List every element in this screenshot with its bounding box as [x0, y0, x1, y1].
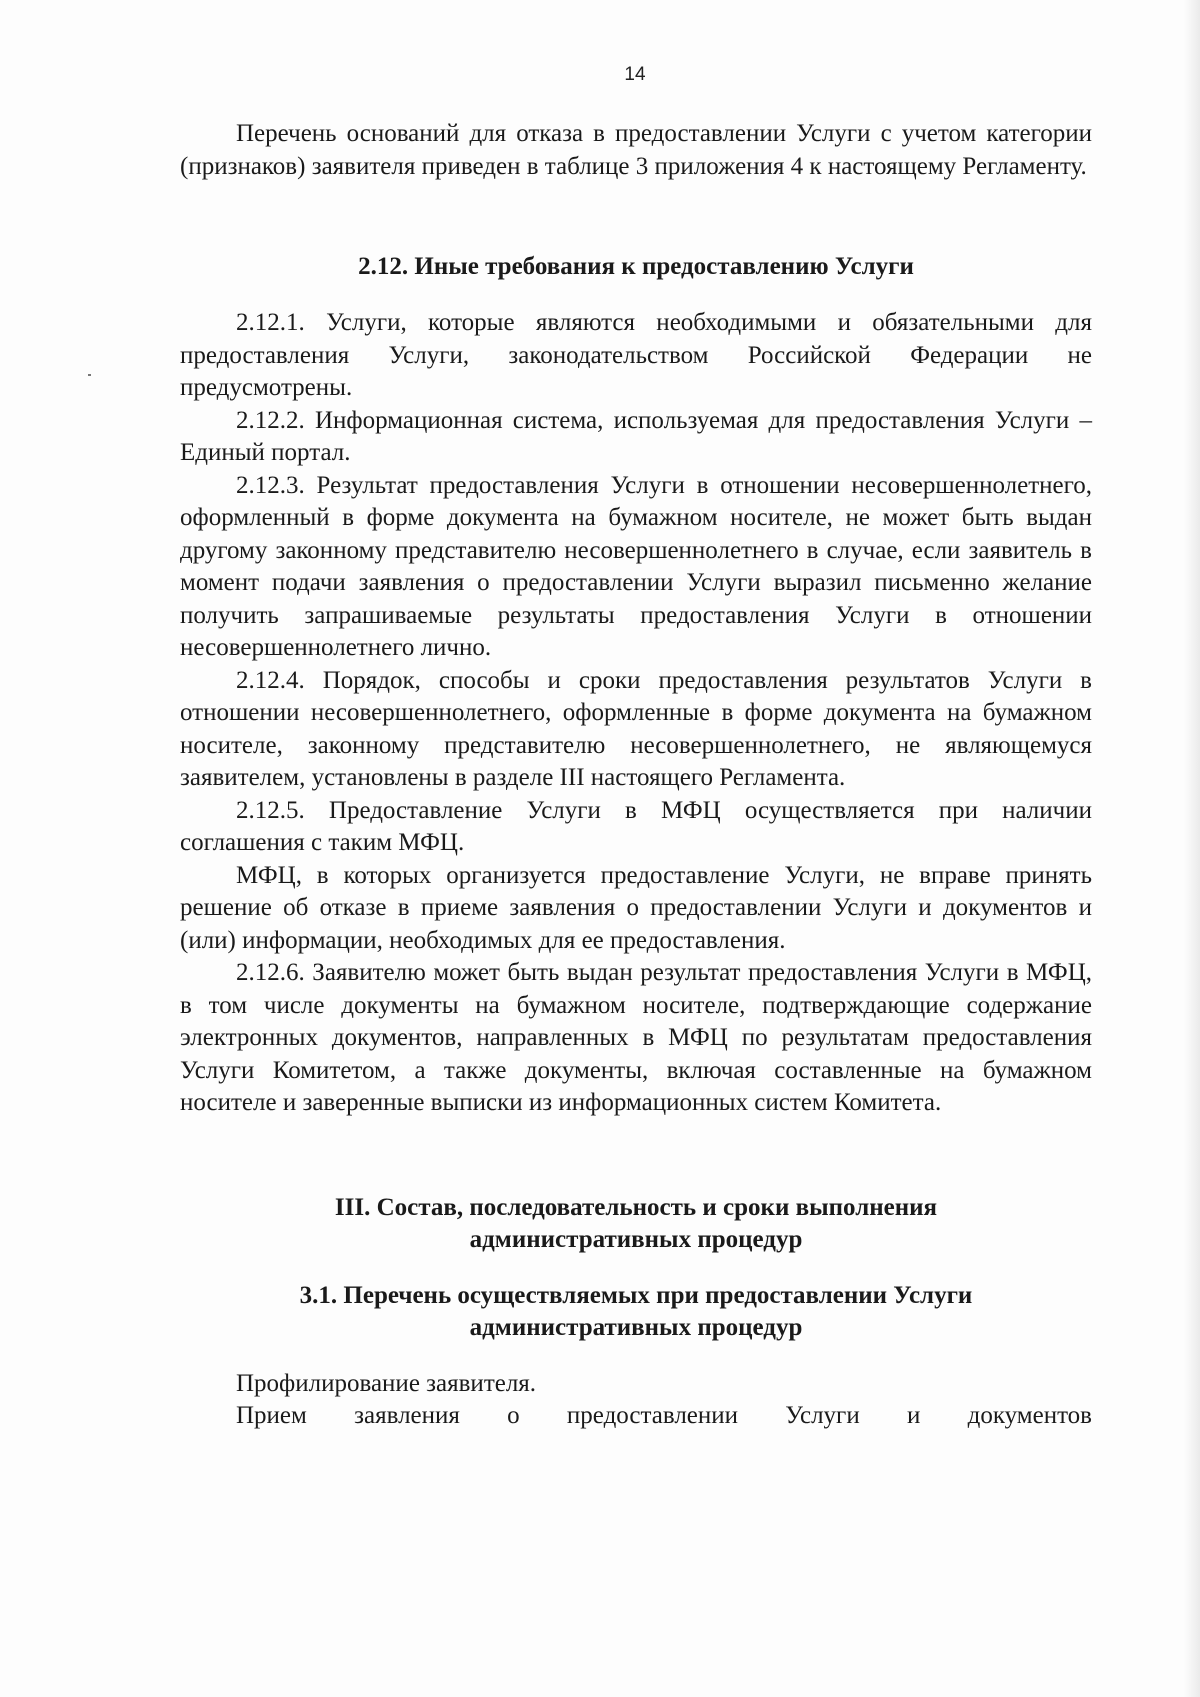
section-3-1-heading [180, 1280, 1092, 1344]
section-3-heading [180, 1192, 1092, 1256]
intro-paragraph: Перечень оснований для отказа в предоставлении Услуги с учетом категории (признаков) заявителя приведен в таблице 3 приложения 4 к настоящему Регламенту. [180, 120, 1092, 180]
document-body [180, 118, 1092, 1433]
page-number: 14 [624, 64, 646, 85]
paragraph-2-12-2: 2.12.2. Информационная система, используемая для предоставления Услуги – Единый портал. [180, 406, 1092, 466]
procedure-item: Профилирование заявителя. [236, 1369, 537, 1397]
scan-edge [1184, 0, 1200, 1697]
section-3-heading-line1: III. Состав, последовательность и сроки выполнения [334, 1193, 938, 1221]
paragraph-2-12-4: 2.12.4. Порядок, способы и сроки предоставления результатов Услуги в отношении несовершеннолетнего, оформленные в форме документа на бумажном носителе, законному представителю несовершеннолетнего, не являющемуся заявителем, установлены в разделе III настоящего Регламента. [180, 666, 1092, 791]
paragraph-2-12-1: 2.12.1. Услуги, которые являются необходимыми и обязательными для предоставления Услуги, законодательством Российской Федерации не предусмотрены. [180, 309, 1092, 401]
section-3-1-heading-line2: административных процедур [469, 1313, 803, 1341]
scan-mark [88, 374, 91, 376]
paragraph-2-12-3: 2.12.3. Результат предоставления Услуги в отношении несовершеннолетнего, оформленный в форме документа на бумажном носителе, не может быть выдан другому законному представителю несовершеннолетнего в случае, если заявитель в момент подачи заявления о предоставлении Услуги выразил письменно желание получить запрашиваемые результаты предоставления Услуги в отношении несовершеннолетнего лично. [180, 471, 1092, 661]
paragraph-2-12-5: 2.12.5. Предоставление Услуги в МФЦ осуществляется при наличии соглашения с таким МФЦ. [180, 796, 1092, 856]
paragraph-mfc: МФЦ, в которых организуется предоставление Услуги, не вправе принять решение об отказе в приеме заявления о предоставлении Услуги и документов и (или) информации, необходимых для ее предоставления. [180, 861, 1092, 954]
section-3-heading-line2: административных процедур [469, 1225, 803, 1253]
paragraph-2-12-6: 2.12.6. Заявителю может быть выдан результат предоставления Услуги в МФЦ, в том числе документы на бумажном носителе, подтверждающие содержание электронных документов, направленных в МФЦ по результатам предоставления Услуги Комитетом, а также документы, включая составленные на бумажном носителе и заверенные выписки из информационных систем Комитета. [180, 959, 1092, 1116]
section-3-1-heading-line1: 3.1. Перечень осуществляемых при предоставлении Услуги [299, 1281, 973, 1309]
section-2-12-heading: 2.12. Иные требования к предоставлению Услуги [358, 253, 914, 280]
procedure-item: Прием заявления о предоставлении Услуги и документов [236, 1402, 1092, 1429]
